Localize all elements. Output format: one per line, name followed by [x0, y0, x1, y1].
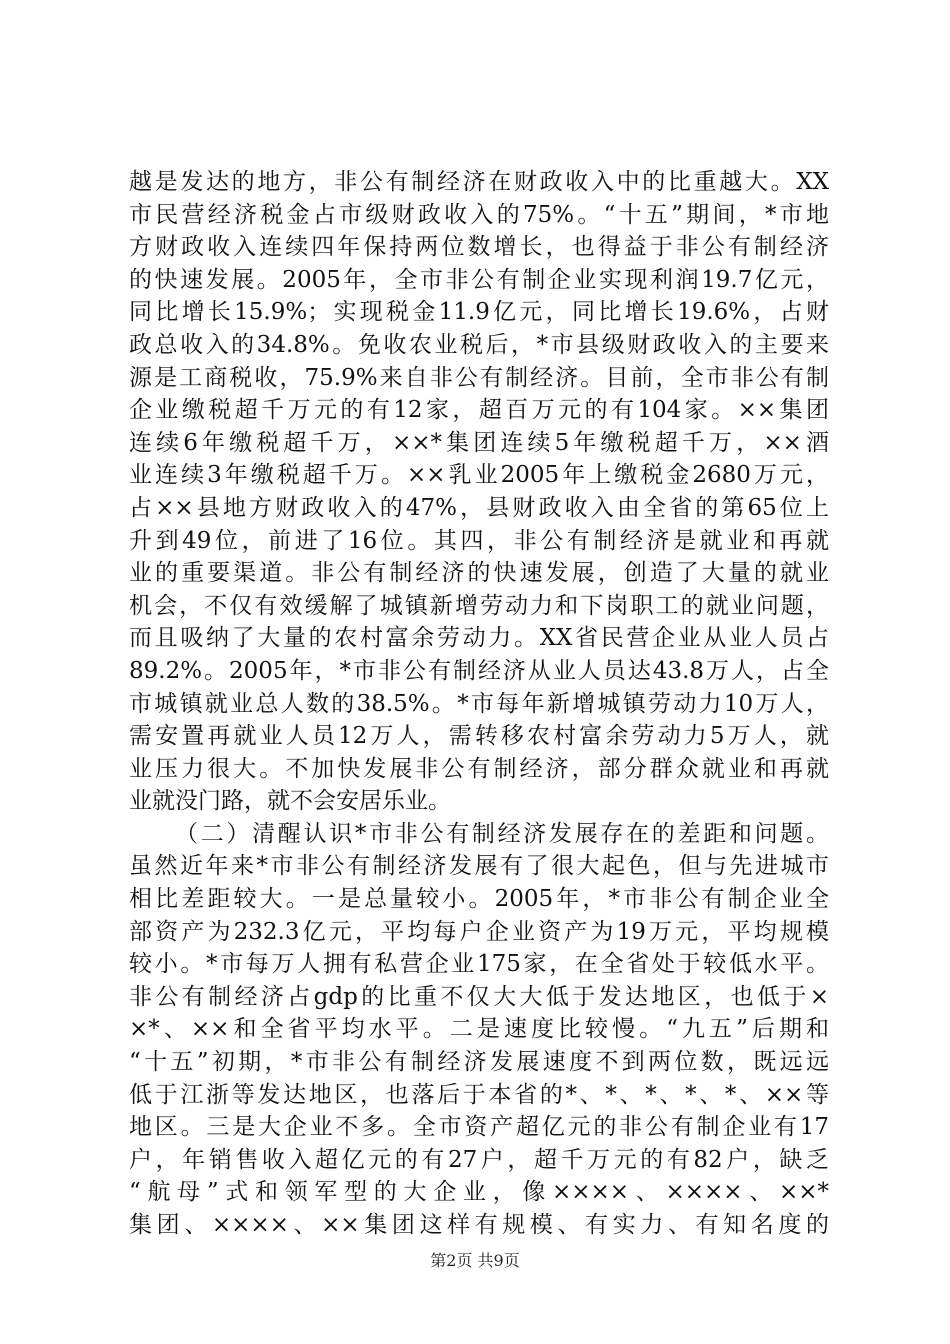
text-line: 方财政收入连续四年保持两位数增长，也得益于非公有制经济 — [129, 234, 829, 261]
text-line: 非公有制经济占gdp的比重不仅大大低于发达地区，也低于× — [129, 983, 829, 1010]
section-heading-line: （二）清醒认识*市非公有制经济发展存在的差距和问题。 — [175, 820, 829, 847]
text-line: 虽然近年来*市非公有制经济发展有了很大起色，但与先进城市 — [129, 853, 829, 880]
text-line: 需安置再就业人员12万人，需转移农村富余劳动力5万人，就 — [129, 723, 829, 750]
text-line: 升到49位，前进了16位。其四，非公有制经济是就业和再就 — [129, 527, 829, 554]
text-line: ×*、××和全省平均水平。二是速度比较慢。“九五”后期和 — [129, 1016, 829, 1043]
text-line: 业的重要渠道。非公有制经济的快速发展，创造了大量的就业 — [129, 560, 829, 587]
text-line: 部资产为232.3亿元，平均每户企业资产为19万元，平均规模 — [129, 918, 829, 945]
text-line: 市城镇就业总人数的38.5%。*市每年新增城镇劳动力10万人， — [129, 690, 829, 717]
text-line: 机会，不仅有效缓解了城镇新增劳动力和下岗职工的就业问题， — [129, 592, 829, 619]
text-line: 占××县地方财政收入的47%，县财政收入由全省的第65位上 — [129, 494, 829, 521]
text-line: 集团、××××、××集团这样有规模、有实力、有知名度的 — [129, 1212, 829, 1238]
text-line: 较小。*市每万人拥有私营企业175家，在全省处于较低水平。 — [129, 951, 829, 978]
text-line: 89.2%。2005年，*市非公有制经济从业人员达43.8万人，占全 — [129, 657, 829, 684]
text-line: 源是工商税收，75.9%来自非公有制经济。目前，全市非公有制 — [129, 364, 829, 391]
text-line: 连续6年缴税超千万，××*集团连续5年缴税超千万，××酒 — [129, 429, 829, 456]
text-line: 而且吸纳了大量的农村富余劳动力。XX省民营企业从业人员占 — [129, 625, 829, 652]
text-line: 低于江浙等发达地区，也落后于本省的*、*、*、*、*、××等 — [129, 1081, 829, 1108]
text-line: 业连续3年缴税超千万。××乳业2005年上缴税金2680万元， — [129, 462, 829, 489]
body-text — [129, 166, 829, 1242]
text-line: 越是发达的地方，非公有制经济在财政收入中的比重越大。XX — [129, 169, 829, 195]
text-line: “航母”式和领军型的大企业，像××××、××××、××* — [129, 1179, 829, 1206]
text-line: 户，年销售收入超亿元的有27户，超千万元的有82户，缺乏 — [129, 1146, 829, 1173]
text-line: 同比增长15.9%；实现税金11.9亿元，同比增长19.6%，占财 — [129, 299, 829, 326]
text-line: 企业缴税超千万元的有12家，超百万元的有104家。××集团 — [129, 397, 829, 424]
text-line: 相比差距较大。一是总量较小。2005年，*市非公有制企业全 — [129, 886, 829, 913]
text-line: 地区。三是大企业不多。全市资产超亿元的非公有制企业有17 — [129, 1114, 829, 1141]
text-line: 业压力很大。不加快发展非公有制经济，部分群众就业和再就 — [129, 755, 829, 782]
text-line: 市民营经济税金占市级财政收入的75%。“十五”期间，*市地 — [129, 201, 829, 228]
page-number-footer: 第2页 共9页 — [430, 1251, 520, 1270]
text-line: “十五”初期，*市非公有制经济发展速度不到两位数，既远远 — [129, 1049, 829, 1076]
paragraph-end-line: 业就没门路，就不会安居乐业。 — [129, 788, 451, 815]
text-line: 政总收入的34.8%。免收农业税后，*市县级财政收入的主要来 — [129, 331, 829, 358]
text-line: 的快速发展。2005年，全市非公有制企业实现利润19.7亿元， — [129, 266, 829, 293]
